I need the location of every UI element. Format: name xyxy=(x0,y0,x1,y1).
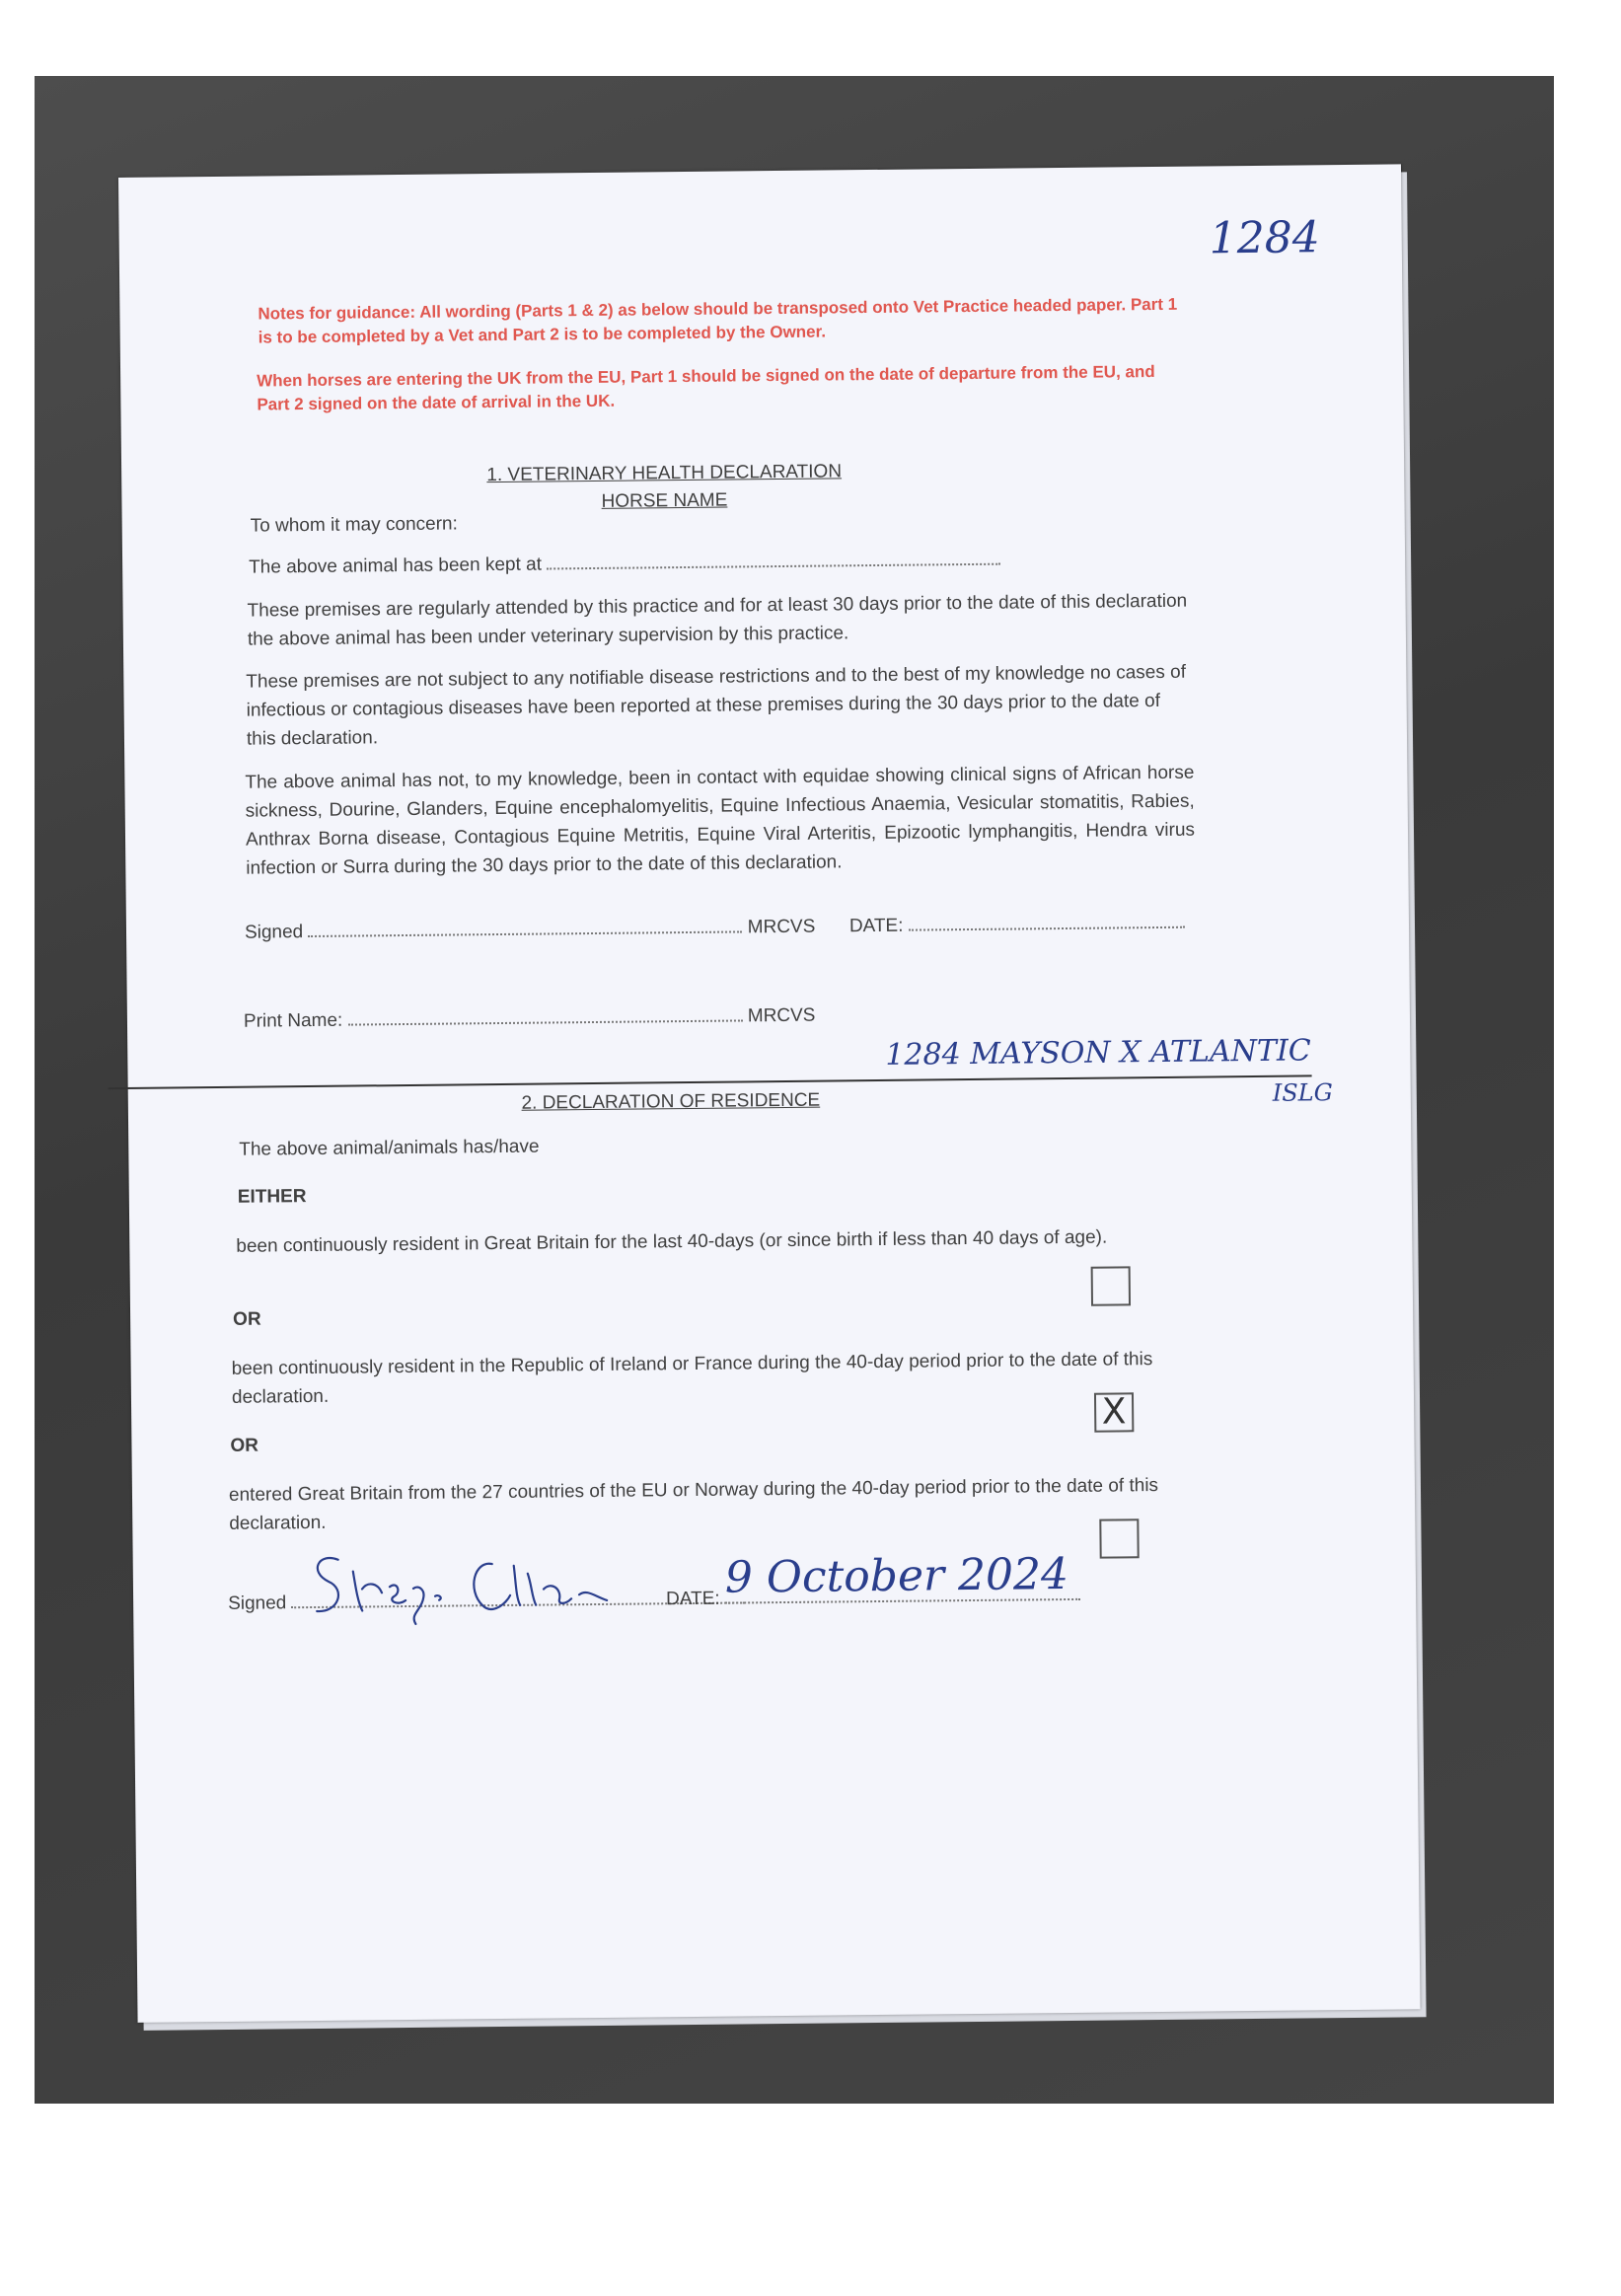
part1-paragraph-2: These premises are not subject to any notifiable disease restrictions and to the best of my knowledge no cases of infectious or contagious diseases have been reported at these premises during the 30 days prior to the date of this declaration. xyxy=(246,661,1187,750)
vet-date-dotted-line xyxy=(909,909,1185,931)
owner-signed-label: Signed xyxy=(228,1592,287,1614)
print-name-line xyxy=(244,1001,816,1036)
owner-date-label: DATE: xyxy=(666,1588,720,1610)
salutation: To whom it may concern: xyxy=(250,513,458,537)
vet-date-label: DATE: xyxy=(848,915,904,937)
kept-at-dotted-line xyxy=(547,546,1000,570)
handwritten-horse-note-2: ISLG xyxy=(1272,1078,1333,1107)
part1-subtitle: HORSE NAME xyxy=(601,489,728,512)
residence-option-eu-norway: entered Great Britain from the 27 countries of the EU or Norway during the 40-day period prior to the date of this declaration. xyxy=(228,1475,1159,1534)
vet-signed-dotted-line xyxy=(308,913,742,937)
print-name-mrcvs-label: MRCVS xyxy=(747,1004,816,1027)
handwritten-ref-number: 1284 xyxy=(1209,212,1320,264)
handwritten-horse-note: 1284 MAYSON X ATLANTIC xyxy=(885,1033,1311,1073)
section-divider xyxy=(109,1074,1312,1089)
owner-signature xyxy=(298,1539,625,1631)
part1-paragraph-1: These premises are regularly attended by this practice and for at least 30 days prior to the date of this declaration the above animal has been under veterinary supervision by this practice. xyxy=(247,590,1188,650)
kept-at-label: The above animal has been kept at xyxy=(249,554,543,578)
declaration-sheet xyxy=(118,164,1421,2023)
entry-note: When horses are entering the UK from the EU, Part 1 should be signed on the date of departure from the EU, and Part 2 signed on the date of arrival in the UK. xyxy=(257,362,1155,414)
either-label: EITHER xyxy=(237,1186,307,1208)
part1-paragraph-3: The above animal has not, to my knowledge, been in contact with equidae showing clinical signs of African horse sickness, Dourine, Glanders, Equine encephalomyelitis, Equine Infectious Anaemia, Vesicular stomatitis, Rabies, Anthrax Borna disease, Contagious Equine Metritis, Equine Viral Arteritis, Epizootic lymphangitis, Hendra virus infection or Surra during the 30 days prior to the date of this declaration. xyxy=(245,762,1196,879)
checkbox-option-gb[interactable] xyxy=(1091,1266,1131,1305)
checked-x-mark: X xyxy=(1101,1391,1127,1433)
kept-at-line xyxy=(249,546,1000,582)
or-label-1: OR xyxy=(233,1308,261,1330)
vet-mrcvs-label: MRCVS xyxy=(747,916,816,938)
checkbox-option-eu-norway[interactable] xyxy=(1099,1518,1139,1558)
part2-title: 2. DECLARATION OF RESIDENCE xyxy=(521,1089,821,1114)
handwritten-date: 9 October 2024 xyxy=(724,1548,1069,1603)
residence-option-gb: been continuously resident in Great Britain for the last 40-days (or since birth if less than 40 days of age). xyxy=(236,1226,1108,1257)
part2-intro: The above animal/animals has/have xyxy=(239,1136,540,1160)
residence-option-ireland-france: been continuously resident in the Republic of Ireland or France during the 40-day period prior to the date of this declaration. xyxy=(231,1349,1153,1408)
print-name-dotted-line xyxy=(347,1001,742,1025)
or-label-2: OR xyxy=(230,1435,259,1456)
print-name-label: Print Name: xyxy=(243,1009,343,1032)
vet-signed-label: Signed xyxy=(244,922,304,943)
checkbox-option-ireland-france[interactable] xyxy=(1094,1392,1134,1432)
guidance-notes: Notes for guidance: All wording (Parts 1 & 2) as below should be transposed onto Vet Practice headed paper. Part 1 is to be completed by a Vet and Part 2 is to be completed by the Owner. xyxy=(258,294,1178,347)
vet-signature-line xyxy=(245,909,1185,947)
part1-title: 1. VETERINARY HEALTH DECLARATION xyxy=(486,461,843,486)
